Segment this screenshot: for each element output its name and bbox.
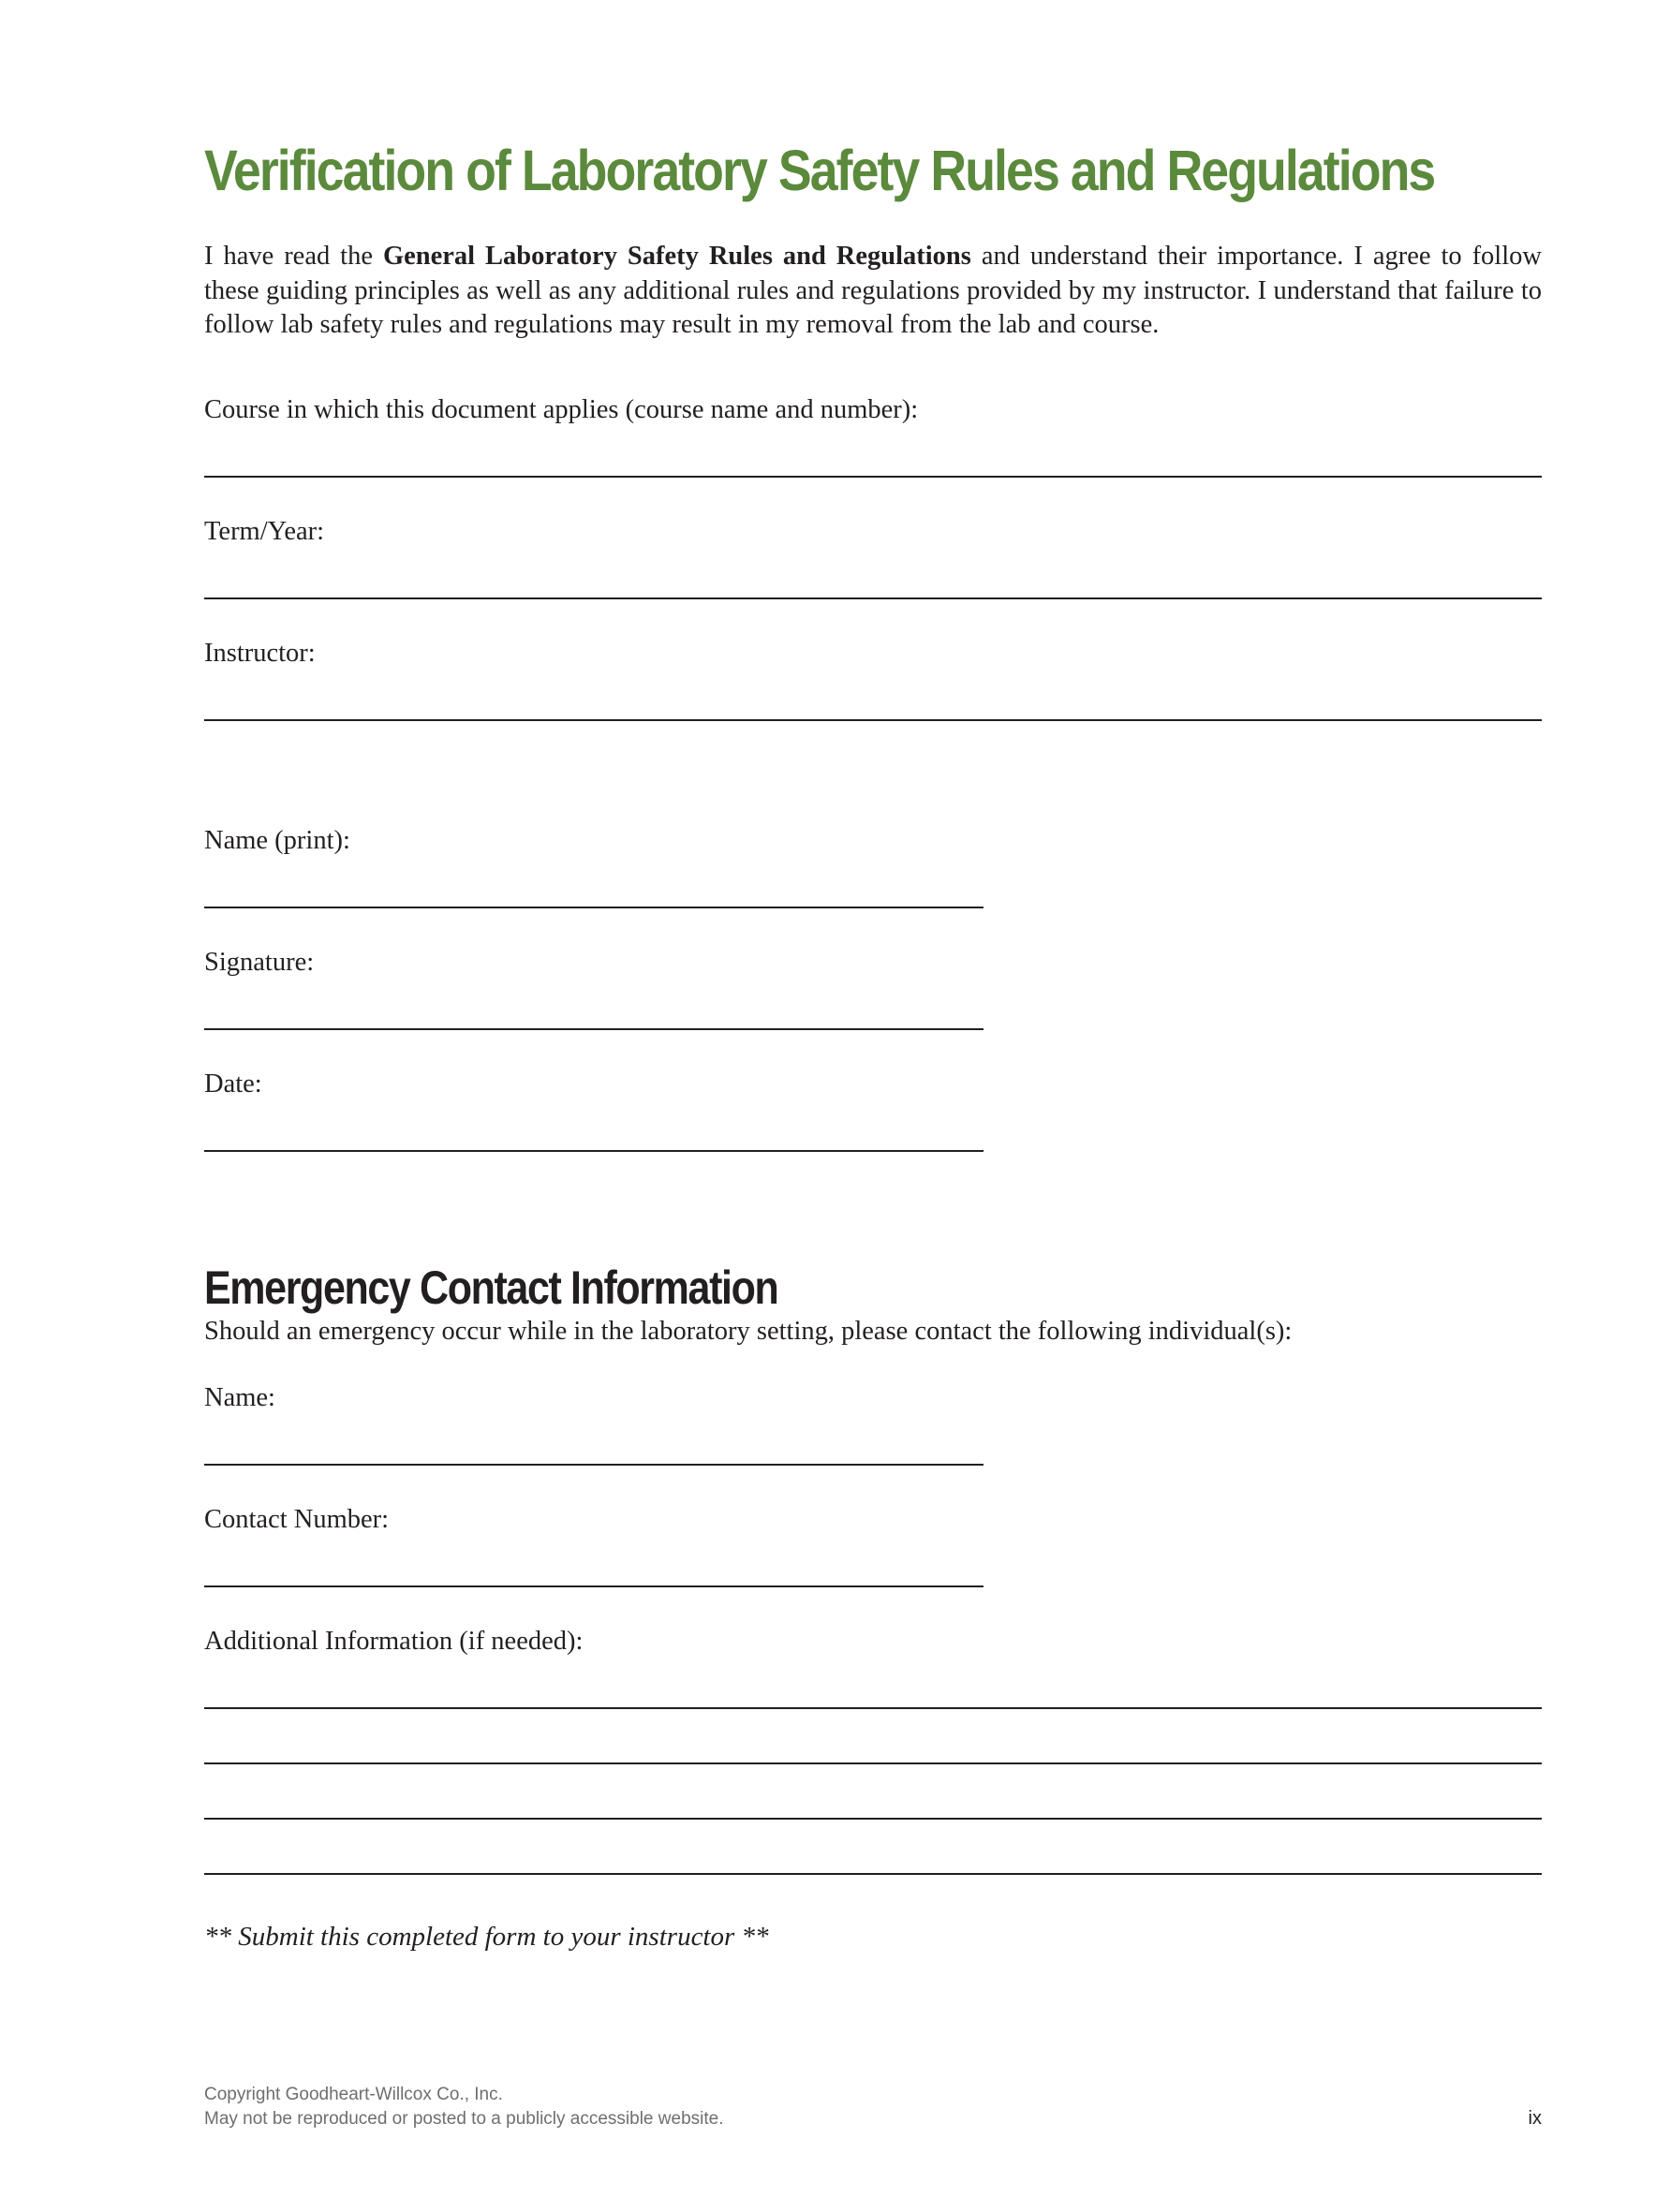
intro-bold-rules-title: General Laboratory Safety Rules and Regulations — [382, 242, 971, 271]
emergency-contact-heading: Emergency Contact Information — [204, 1261, 778, 1314]
intro-paragraph — [204, 240, 1542, 343]
name-print-label: Name (print): — [204, 826, 350, 855]
date-label: Date: — [204, 1069, 262, 1099]
signature-label: Signature: — [204, 948, 315, 977]
contact-number-label: Contact Number: — [204, 1505, 390, 1534]
additional-info-input-line[interactable] — [204, 1818, 1542, 1820]
page-number: ix — [1528, 2108, 1542, 2129]
additional-info-input-line[interactable] — [204, 1762, 1542, 1764]
emergency-name-label: Name: — [204, 1383, 275, 1412]
name-print-input-line[interactable] — [204, 907, 983, 908]
term-year-input-line[interactable] — [204, 597, 1542, 599]
additional-info-input-line[interactable] — [204, 1873, 1542, 1875]
course-input-line[interactable] — [204, 476, 1542, 478]
intro-text-before: I have read the — [204, 242, 383, 271]
course-label: Course in which this document applies (course name and number): — [204, 395, 919, 424]
instructor-input-line[interactable] — [204, 719, 1542, 721]
footer — [204, 2083, 723, 2131]
emergency-instruction: Should an emergency occur while in the laboratory setting, please contact the following individual(s): — [204, 1317, 1293, 1346]
instructor-label: Instructor: — [204, 639, 316, 668]
page-title: Verification of Laboratory Safety Rules and Regulations — [204, 139, 1435, 202]
additional-info-input-line[interactable] — [204, 1707, 1542, 1709]
footer-notice: May not be reproduced or posted to a publicly accessible website. — [204, 2109, 724, 2129]
emergency-name-input-line[interactable] — [204, 1464, 983, 1466]
additional-info-label: Additional Information (if needed): — [204, 1627, 584, 1656]
submit-instruction-note: ** Submit this completed form to your instructor ** — [204, 1922, 769, 1952]
contact-number-input-line[interactable] — [204, 1585, 983, 1587]
footer-copyright: Copyright Goodheart-Willcox Co., Inc. — [204, 2085, 503, 2104]
date-input-line[interactable] — [204, 1150, 983, 1152]
signature-input-line[interactable] — [204, 1028, 983, 1030]
intro-text-after: and understand their importance. I agree to follow these guiding principles as well as any additional rules and regulations provided by my instructor. I understand that failure to follow lab safety rules and regulations may result in my removal from the lab and course. — [204, 242, 1542, 339]
term-year-label: Term/Year: — [204, 517, 325, 546]
